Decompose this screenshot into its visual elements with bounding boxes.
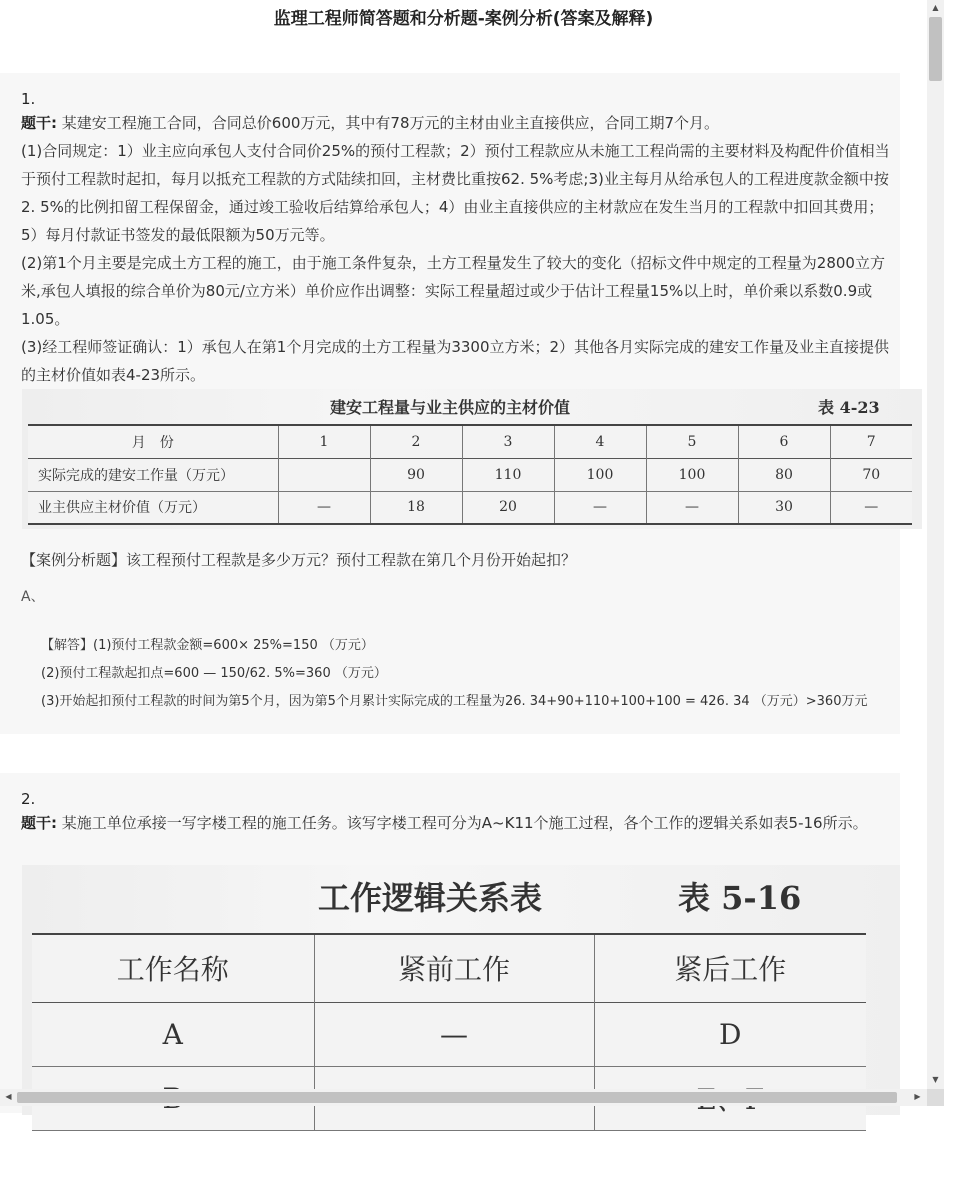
- table-cell: D: [594, 1002, 866, 1066]
- vertical-scroll-thumb[interactable]: [929, 17, 942, 81]
- table-cell: —: [646, 491, 738, 524]
- header-cell: 工作名称: [116, 953, 229, 987]
- answer-line-3: (3)开始起扣预付工程款的时间为第5个月，因为第5个月累计实际完成的工程量为26. 34+90+110+100+100 = 426. 34 （万元）>360万元: [41, 694, 868, 709]
- table-cell: —: [314, 1002, 594, 1066]
- table-cell: [278, 458, 370, 491]
- table-cell: 70: [830, 458, 912, 491]
- question-card-2: [0, 773, 900, 1113]
- header-cell: 4: [554, 425, 646, 458]
- table-row: [32, 1002, 866, 1066]
- table-cell: A: [162, 1017, 183, 1051]
- row-label: 实际完成的建安工作量（万元）: [38, 467, 234, 484]
- question-card-1: [0, 73, 900, 734]
- header-cell: 月 份: [131, 434, 174, 451]
- table-title: 建安工程量与业主供应的主材价值: [330, 398, 571, 417]
- table-cell: 20: [462, 491, 554, 524]
- table-cell: —: [830, 491, 912, 524]
- header-cell: 紧后工作: [594, 934, 866, 1002]
- answer-line-1: 【解答】(1)预付工程款金额=600× 25%=150 （万元）: [41, 638, 374, 653]
- table-row: [28, 458, 912, 491]
- horizontal-scrollbar[interactable]: [0, 1089, 927, 1106]
- answer-line-2: (2)预付工程款起扣点=600 — 150/62. 5%=360 （万元）: [41, 666, 387, 681]
- answer-option[interactable]: A、: [21, 589, 45, 605]
- page-title: 监理工程师简答题和分析题-案例分析(答案及解释): [273, 9, 654, 29]
- stem-label: 题干:: [21, 814, 57, 832]
- case-question: 【案例分析题】该工程预付工程款是多少万元？预付工程款在第几个月份开始起扣？: [21, 551, 577, 569]
- table-cell: —: [278, 491, 370, 524]
- condition-paragraph-3: (3)经工程师签证确认：1）承包人在第1个月完成的土方工程量为3300立方米；2）其他各月实际完成的建安工作量及业主直接提供的主材价值如表4-23所示。: [21, 338, 890, 384]
- table-header-row: [32, 934, 866, 1002]
- condition-paragraph-1: (1)合同规定：1）业主应向承包人支付合同价25%的预付工程款；2）预付工程款应从未施工工程尚需的主要材料及构配件价值相当于预付工程款时起扣，每月以抵充工程款的方式陆续扣回，主材费比重按62. 5%考虑;3)业主每月从给承包人的工程进度款金额中按2. 5%的比例扣留工程保留金，通过竣工验收后结算给承包人；4）由业主直接供应的主材款应在发生当月的工程款中扣回其费用；5）每月付款证书签发的最低限额为50万元等。: [21, 142, 890, 244]
- table-label: 表 4-23: [818, 398, 880, 417]
- question-number: 2.: [21, 790, 36, 808]
- scroll-up-icon[interactable]: ▲: [932, 3, 939, 12]
- stem-text: 某建安工程施工合同，合同总价600万元，其中有78万元的主材由业主直接供应，合同工期7个月。: [61, 114, 720, 132]
- question-stem: [21, 109, 891, 137]
- question-stem: [21, 809, 891, 837]
- table-cell: 18: [370, 491, 462, 524]
- material-value-table: [28, 424, 912, 525]
- scroll-right-icon[interactable]: ▶: [914, 1092, 921, 1101]
- stem-text: 某施工单位承接一写字楼工程的施工任务。该写字楼工程可分为A~K11个施工过程，各个工作的逻辑关系如表5-16所示。: [61, 814, 868, 832]
- question-number: 1.: [21, 90, 36, 108]
- table-cell: 110: [462, 458, 554, 491]
- table-cell: 100: [646, 458, 738, 491]
- header-cell: 5: [646, 425, 738, 458]
- table-cell: 100: [554, 458, 646, 491]
- table-cell: 80: [738, 458, 830, 491]
- header-cell: 6: [738, 425, 830, 458]
- header-cell: 1: [278, 425, 370, 458]
- table-header-row: [28, 425, 912, 458]
- header-cell: 7: [830, 425, 912, 458]
- condition-paragraph-2: (2)第1个月主要是完成土方工程的施工，由于施工条件复杂，土方工程量发生了较大的变化（招标文件中规定的工程量为2800立方米,承包人填报的综合单价为80元/立方米）单价应作出调整：实际工程量超过或少于估计工程量15%以上时，单价乘以系数0.9或1.05。: [21, 254, 885, 328]
- table-cell: 30: [738, 491, 830, 524]
- stem-label: 题干:: [21, 114, 57, 132]
- table-label: 表 5-16: [678, 879, 802, 917]
- table-cell: 90: [370, 458, 462, 491]
- table-title: 工作逻辑关系表: [318, 879, 543, 917]
- horizontal-scroll-thumb[interactable]: [17, 1092, 897, 1103]
- scroll-down-icon[interactable]: ▼: [932, 1075, 939, 1084]
- vertical-scrollbar[interactable]: [927, 0, 944, 1089]
- table-row: [28, 491, 912, 524]
- header-cell: 紧前工作: [314, 934, 594, 1002]
- row-label: 业主供应主材价值（万元）: [38, 500, 206, 517]
- header-cell: 2: [370, 425, 462, 458]
- scroll-left-icon[interactable]: ◀: [5, 1092, 12, 1101]
- scrollbar-corner: [927, 1089, 944, 1106]
- table-cell: —: [554, 491, 646, 524]
- header-cell: 3: [462, 425, 554, 458]
